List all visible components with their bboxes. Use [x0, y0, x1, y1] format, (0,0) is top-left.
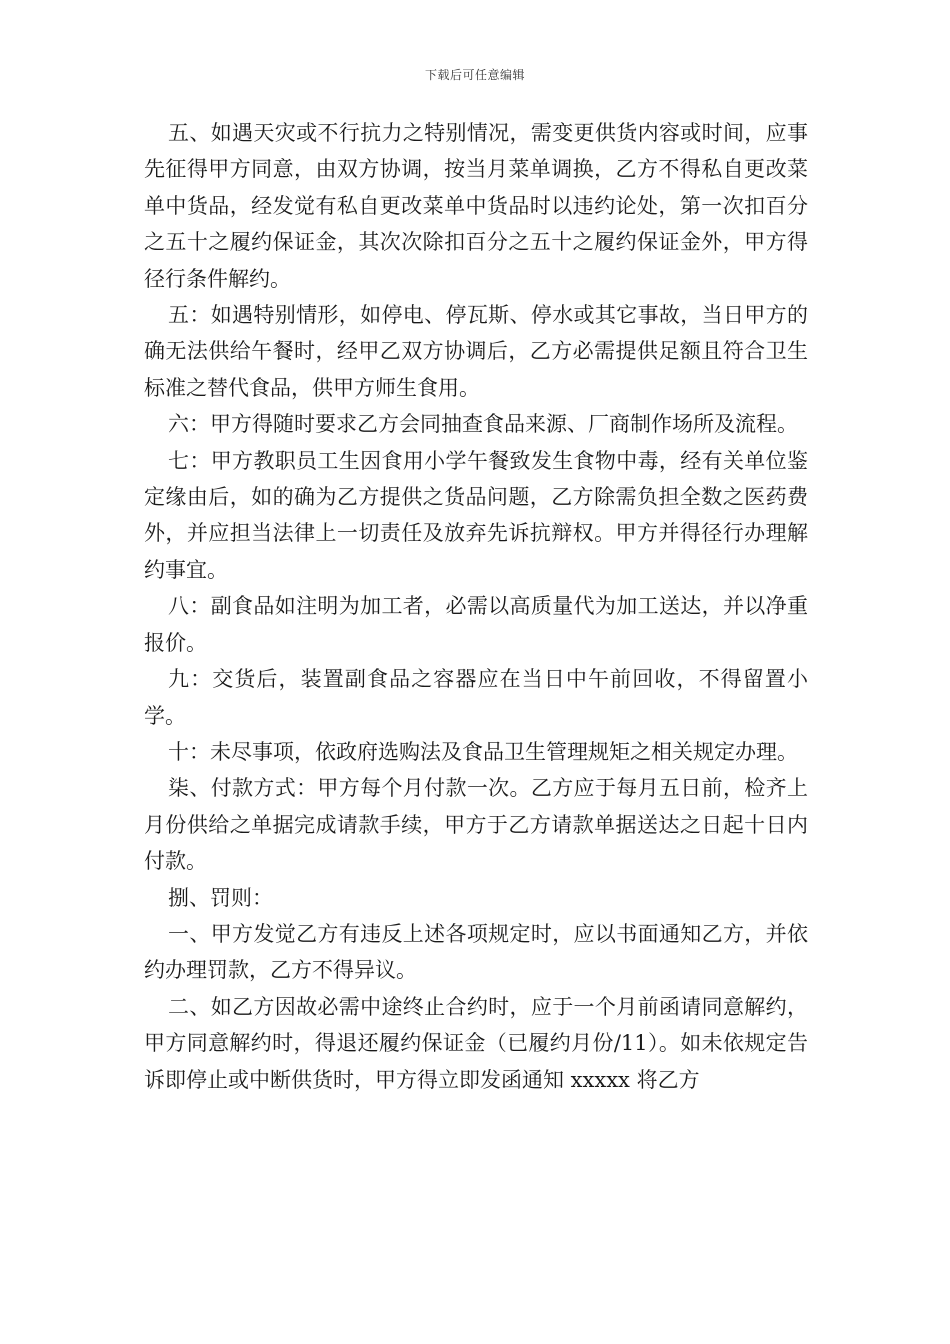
document-body: [144, 115, 808, 1098]
paragraph-clause-5-force-majeure: 五、如遇天灾或不行抗力之特别情况，需变更供货内容或时间，应事先征得甲方同意，由双方协调，按当月菜单调换，乙方不得私自更改菜单中货品，经发觉有私自更改菜单中货品时以违约论处，第一次扣百分之五十之履约保证金，其次次除扣百分之五十之履约保证金外，甲方得径行条件解约。: [144, 121, 808, 291]
paragraph-penalty-2: 二、如乙方因故必需中途终止合约时，应于一个月前函请同意解约，甲方同意解约时，得退还履约保证金（已履约月份/11）。如未依规定告诉即停止或中断供货时，甲方得立即发函通知 xxxxx 将乙方: [144, 994, 808, 1092]
paragraph-clause-9-containers: 九：交货后，装置副食品之容器应在当日中午前回收，不得留置小学。: [144, 667, 808, 728]
paragraph-clause-5-special-circumstances: 五：如遇特别情形，如停电、停瓦斯、停水或其它事故，当日甲方的确无法供给午餐时，经甲乙双方协调后，乙方必需提供足额且符合卫生标准之替代食品，供甲方师生食用。: [144, 303, 808, 400]
paragraph-clause-8-processing: 八：副食品如注明为加工者，必需以高质量代为加工送达，并以净重报价。: [144, 594, 808, 655]
paragraph-clause-7-food-poisoning: 七：甲方教职员工生因食用小学午餐致发生食物中毒，经有关单位鉴定缘由后，如的确为乙方提供之货品问题，乙方除需负担全数之医药费外，并应担当法律上一切责任及放弃先诉抗辩权。甲方并得径行办理解约事宜。: [144, 448, 808, 582]
paragraph-penalty-1: 一、甲方发觉乙方有违反上述各项规定时，应以书面通知乙方，并依约办理罚款，乙方不得异议。: [144, 921, 808, 983]
paragraph-clause-6-inspection: 六：甲方得随时要求乙方会同抽查食品来源、厂商制作场所及流程。: [168, 412, 798, 437]
page-header: 下载后可任意编辑: [424, 68, 525, 82]
paragraph-section-7-payment: 柒、付款方式：甲方每个月付款一次。乙方应于每月五日前，检齐上月份供给之单据完成请款手续，甲方于乙方请款单据送达之日起十日内付款。: [144, 776, 808, 874]
paragraph-section-8-penalties-heading: 捌、罚则：: [168, 885, 273, 910]
paragraph-clause-10-other-matters: 十：未尽事项，依政府选购法及食品卫生管理规矩之相关规定办理。: [168, 739, 798, 764]
